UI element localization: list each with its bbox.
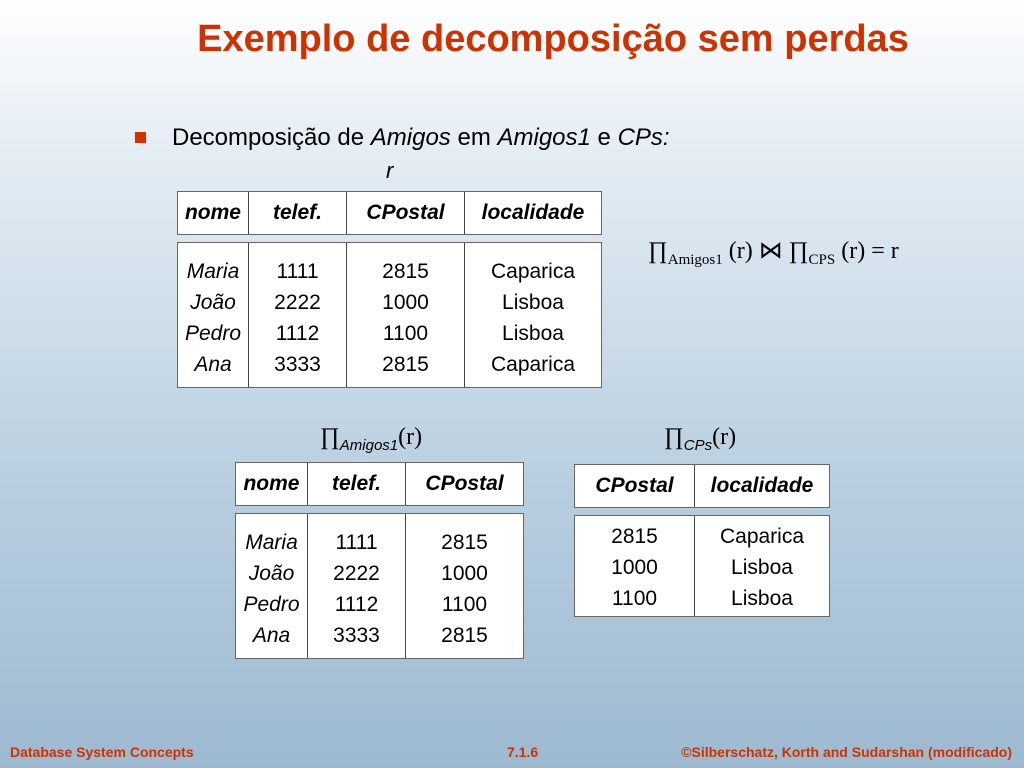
projection-symbol: ∏ [648,238,668,264]
col-header: CPostal [347,192,465,234]
table-cell: 2222 [274,291,321,314]
table-r-header [177,191,602,235]
col-header: nome [236,463,308,505]
footer-center: 7.1.6 [507,744,539,760]
table-cell: 2815 [611,525,658,548]
table-cell: 1000 [611,556,658,579]
table-cell: 3333 [333,624,380,647]
table-cell: 2815 [441,624,488,647]
table-cell: 1112 [275,322,320,345]
table-cell: 1111 [276,260,319,283]
table-column [406,514,523,658]
projection-symbol: ∏ [664,424,684,450]
table-cell: Ana [194,353,232,376]
formula-end: (r) = r [835,238,899,264]
projection-subscript: CPs [683,436,713,454]
table-cps-header [574,464,830,508]
projection-symbol: ∏ [320,424,340,450]
table-cell: João [248,562,295,585]
projection-subscript: CPS [808,251,836,268]
bullet-prefix: Decomposição de [172,124,371,151]
projection-arg: (r) [398,424,423,450]
table-column [347,243,465,387]
col-header: localidade [481,201,585,224]
projection-arg: (r) [712,424,737,450]
bullet-square-icon [135,132,146,143]
col-header: nome [178,192,249,234]
table-cell: Caparica [490,260,576,283]
footer-left: Database System Concepts [10,744,194,760]
table-column [575,516,695,616]
table-cell: Maria [245,531,298,554]
table-cell: 1111 [335,531,378,554]
bullet-text [135,124,670,152]
table-cell: 2815 [441,531,488,554]
table-cps-body [574,515,830,617]
table-cell: 2815 [382,260,429,283]
formula-middle: (r) ⋈ [722,238,789,264]
table-cell: 1100 [611,587,658,610]
footer-right: ©Silberschatz, Korth and Sudarshan (modificado) [681,744,1012,760]
relation-r-label: r [386,158,394,183]
bullet-rel: Amigos [370,124,451,151]
table-cell: 1000 [441,562,488,585]
table-column [178,243,249,387]
table-column [236,514,308,658]
table-r-body [177,242,602,388]
bullet-and: e [590,124,618,151]
table-cell: João [190,291,236,314]
table-cell: Caparica [719,525,805,548]
projection-subscript: Amigos1 [339,436,399,454]
bullet-mid: em [450,124,498,151]
col-header: telef. [249,192,347,234]
table-cell: Lisboa [502,291,564,314]
table-cell: Maria [186,260,240,283]
table-cell: Lisboa [502,322,564,345]
table-cell: Pedro [243,593,300,616]
table-cell: 1100 [382,322,429,345]
table-cell: 2815 [382,353,429,376]
col-header: CPostal [575,465,695,507]
bullet-rel1: Amigos1 [497,124,591,151]
table-cell: Lisboa [731,556,793,579]
bullet-rel2: CPs: [617,124,670,151]
table-cell: 1000 [382,291,429,314]
table-amigos1-header [235,462,524,506]
table-amigos1-body [235,513,524,659]
table-cell: Ana [252,624,291,647]
table-cell: Pedro [184,322,242,345]
table-column [308,514,406,658]
join-formula [648,236,899,269]
table-cell: 1100 [441,593,488,616]
col-header: localidade [710,474,814,497]
table-column [695,516,829,616]
slide-title: Exemplo de decomposição sem perdas [197,18,909,60]
table-cell: 3333 [274,353,321,376]
projection-cps-label [664,424,736,454]
table-cell: 1112 [334,593,379,616]
projection-subscript: Amigos1 [667,251,723,268]
table-cell: 2222 [333,562,380,585]
projection-symbol: ∏ [788,238,809,264]
table-column [249,243,347,387]
table-cell: Caparica [490,353,576,376]
col-header: telef. [308,463,406,505]
col-header: CPostal [425,472,504,495]
table-column [465,243,601,387]
projection-amigos1-label [320,424,422,454]
table-cell: Lisboa [731,587,793,610]
